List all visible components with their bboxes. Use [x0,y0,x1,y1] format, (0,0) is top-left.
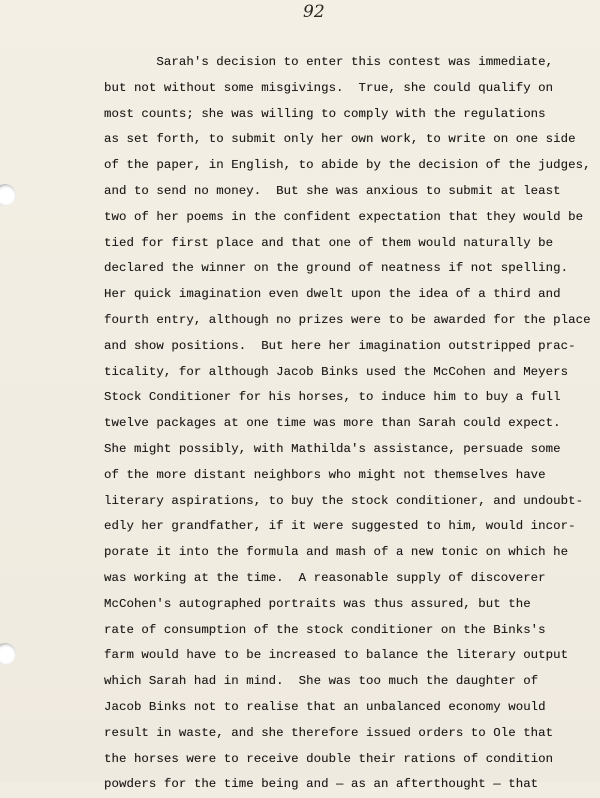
text-line: declared the winner on the ground of neatness if not spelling. [104,261,569,276]
text-line: McCohen's autographed portraits was thus assured, but the [104,596,531,611]
text-line: of the more distant neighbors who might not themselves have [104,467,546,482]
text-line: Sarah's decision to enter this contest was immediate, [104,55,554,69]
text-line: fourth entry, although no prizes were to be awarded for the place [104,312,591,327]
text-line: result in waste, and she therefore issued orders to Ole that [104,725,554,740]
text-line: of the paper, in English, to abide by the decision of the judges, [104,158,591,173]
text-line: which Sarah had in mind. She was too much the daughter of [104,674,539,689]
text-line: powders for the time being and — as an afterthought — that [104,777,539,792]
text-line: the horses were to receive double their rations of condition [104,751,554,766]
text-line: ticality, for although Jacob Binks used the McCohen and Meyers [104,364,569,379]
text-line: tied for first place and that one of them would naturally be [104,235,554,250]
text-line: Her quick imagination even dwelt upon the idea of a third and [104,287,561,302]
text-line: and show positions. But here her imagination outstripped prac- [104,338,576,353]
binder-hole-top [0,184,16,206]
text-line: as set forth, to submit only her own work, to write on one side [104,132,576,147]
text-line: and to send no money. But she was anxious to submit at least [104,183,561,198]
text-line: She might possibly, with Mathilda's assistance, persuade some [104,441,561,456]
text-line: Stock Conditioner for his horses, to induce him to buy a full [104,390,561,405]
text-line: rate of consumption of the stock conditioner on the Binks's [104,622,546,637]
binder-hole-bottom [0,643,16,665]
text-line: literary aspirations, to buy the stock conditioner, and undoubt- [104,493,584,508]
text-line: edly her grandfather, if it were suggested to him, would incor- [104,519,576,534]
text-line: most counts; she was willing to comply with the regulations [104,106,546,121]
text-line: but not without some misgivings. True, she could qualify on [104,80,554,95]
text-line: farm would have to be increased to balance the literary output [104,648,569,663]
text-line: Jacob Binks not to realise that an unbalanced economy would [104,699,546,714]
manuscript-text [104,50,591,798]
text-line: two of her poems in the confident expectation that they would be [104,209,584,224]
text-line: twelve packages at one time was more than Sarah could expect. [104,416,561,431]
text-line: porate it into the formula and mash of a new tonic on which he [104,545,569,560]
page-number: 92 [303,2,325,22]
text-line: was working at the time. A reasonable supply of discoverer [104,570,546,585]
